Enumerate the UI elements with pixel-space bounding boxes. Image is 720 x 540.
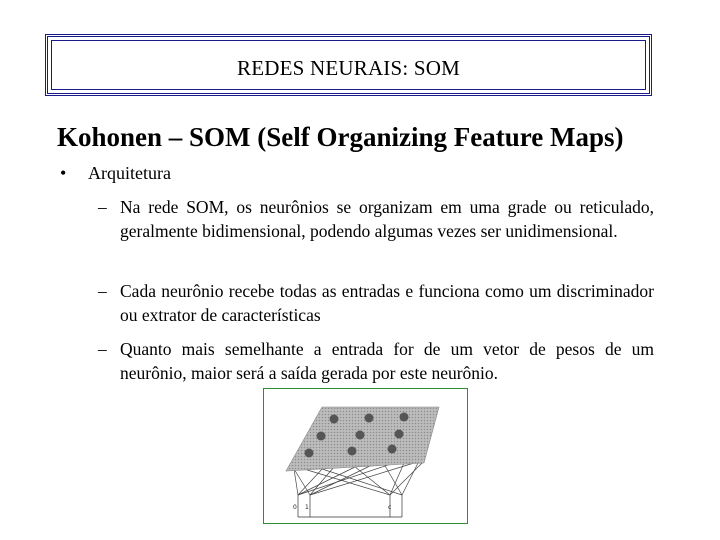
bullet-label: Arquitetura	[88, 163, 171, 183]
sub-item	[98, 337, 654, 385]
input-label: 0	[293, 504, 297, 511]
input-label: 1	[305, 504, 309, 511]
som-diagram-figure	[263, 388, 468, 524]
bullet-item	[60, 163, 171, 184]
slide-title: Kohonen – SOM (Self Organizing Feature Maps)	[57, 122, 624, 152]
sub-item-text: Quanto mais semelhante a entrada for de um vetor de pesos de um neurônio, maior será a saída gerada por este neurônio.	[120, 339, 654, 383]
dash-marker: –	[98, 339, 107, 359]
sub-item	[98, 279, 654, 327]
dash-marker: –	[98, 281, 107, 301]
input-label: c	[388, 504, 392, 511]
som-grid-diagram-icon	[264, 389, 467, 523]
sub-item	[98, 195, 654, 243]
dash-marker: –	[98, 197, 107, 217]
sub-item-text: Cada neurônio recebe todas as entradas e funciona como um discriminador ou extrator de características	[120, 281, 654, 325]
bullet-marker: •	[60, 163, 67, 183]
header-title: REDES NEURAIS: SOM	[237, 56, 460, 80]
sub-item-text: Na rede SOM, os neurônios se organizam em uma grade ou reticulado, geralmente bidimensional, podendo algumas vezes ser unidimensional.	[120, 197, 654, 241]
header-box	[45, 34, 652, 96]
